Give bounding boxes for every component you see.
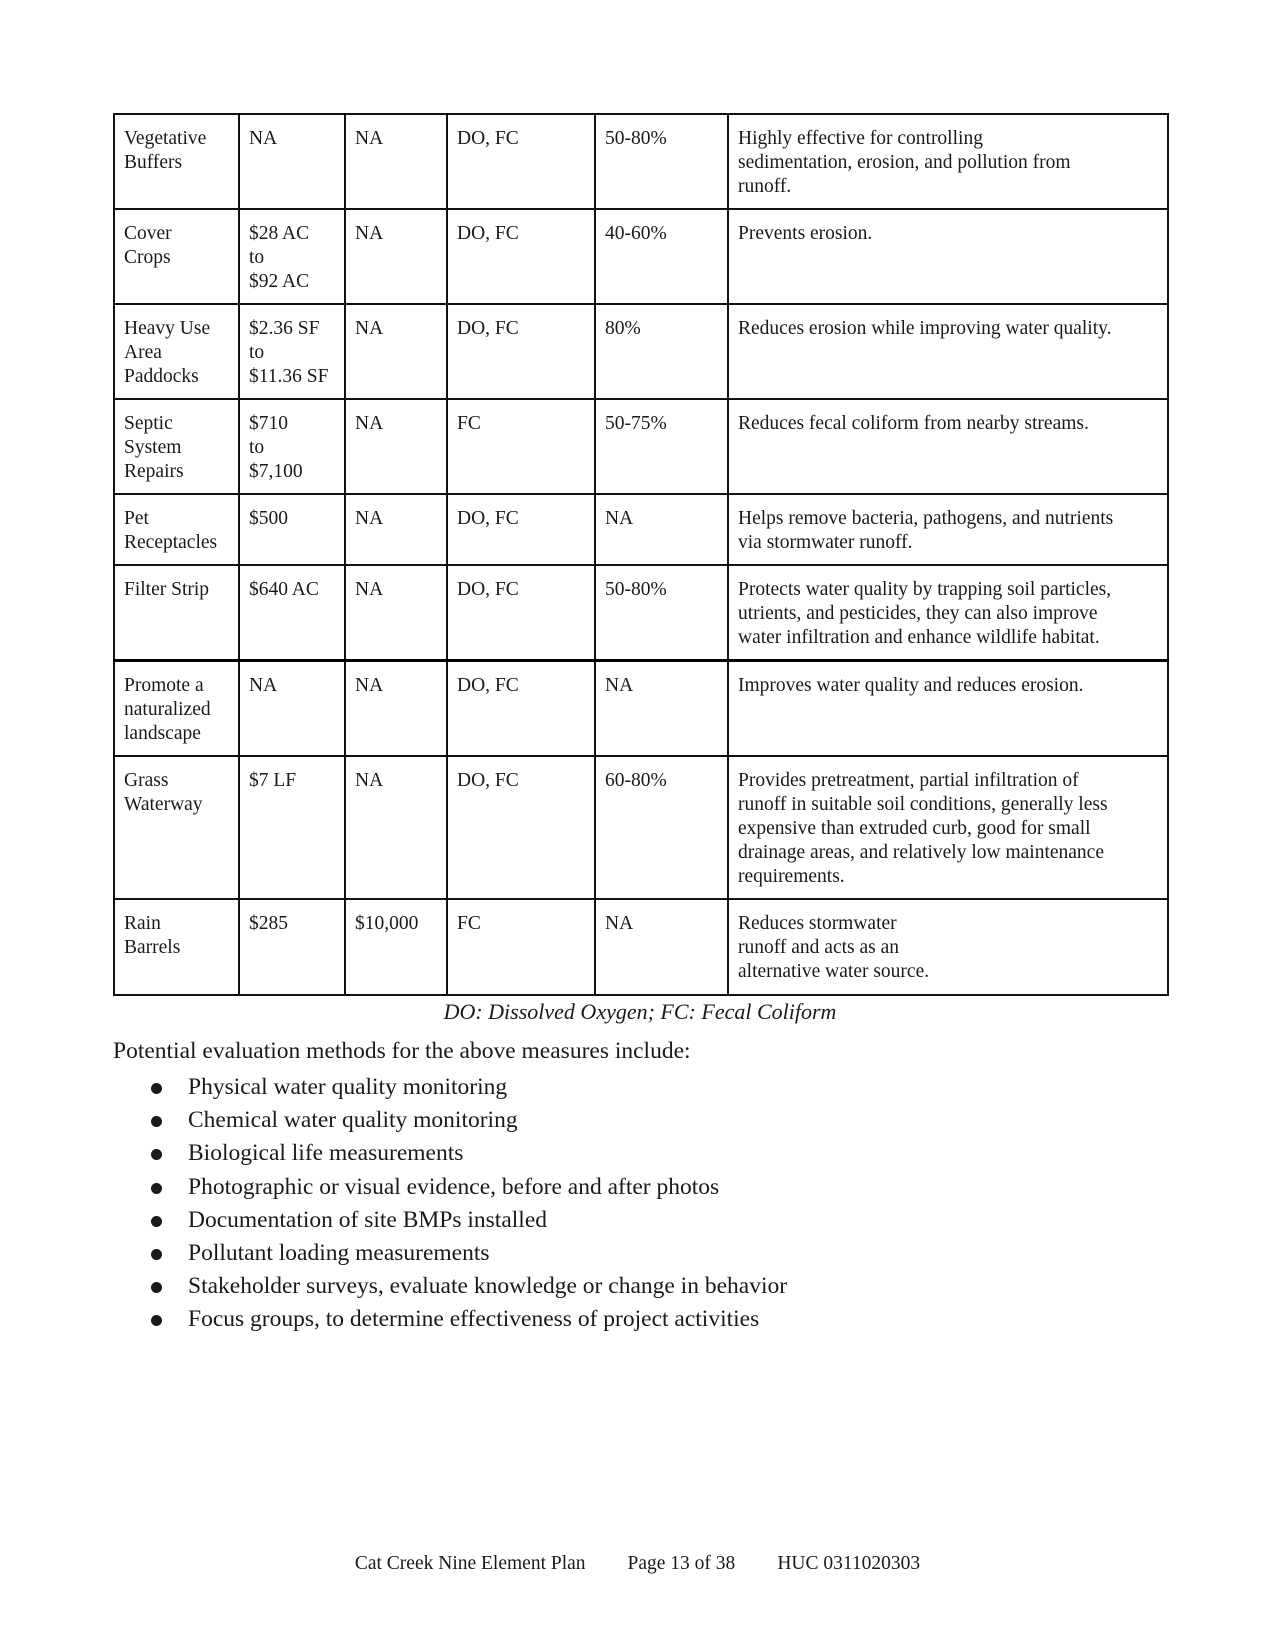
cost-cell-2: NA [345, 756, 447, 899]
cost-cell: NA [239, 114, 345, 209]
bullet-icon [151, 1315, 162, 1326]
pollutant-cell: DO, FC [447, 494, 595, 565]
cost-cell-2: NA [345, 565, 447, 661]
bullet-icon [151, 1183, 162, 1194]
cost-cell: $7 LF [239, 756, 345, 899]
list-item [143, 1237, 787, 1270]
list-item-text: Chemical water quality monitoring [188, 1107, 518, 1134]
bmp-name-cell: Vegetative Buffers [114, 114, 239, 209]
efficiency-cell: 50-75% [595, 399, 728, 494]
table-row [114, 209, 1168, 304]
description-cell: Reduces erosion while improving water quality. [728, 304, 1168, 399]
bmp-name-cell: Grass Waterway [114, 756, 239, 899]
list-item-text: Physical water quality monitoring [188, 1074, 508, 1100]
description-cell: Prevents erosion. [728, 209, 1168, 304]
efficiency-cell: NA [595, 899, 728, 995]
bmp-name-cell: Cover Crops [114, 209, 239, 304]
cost-cell-2: NA [345, 209, 447, 304]
table-row [114, 565, 1168, 661]
bullet-icon [151, 1116, 162, 1127]
footer-page-number: Page 13 of 38 [627, 1553, 736, 1574]
bmp-name-cell: Septic System Repairs [114, 399, 239, 494]
description-cell: Reduces stormwater runoff and acts as an alternative water source. [728, 899, 1168, 995]
list-item [143, 1071, 787, 1104]
description-cell: Helps remove bacteria, pathogens, and nutrients via stormwater runoff. [728, 494, 1168, 565]
description-cell: Reduces fecal coliform from nearby streams. [728, 399, 1168, 494]
description-cell: Provides pretreatment, partial infiltration of runoff in suitable soil conditions, generally less expensive than extruded curb, good for small drainage areas, and relatively low maintenance requirements. [728, 756, 1168, 899]
efficiency-cell: 40-60% [595, 209, 728, 304]
cost-cell: $640 AC [239, 565, 345, 661]
evaluation-intro: Potential evaluation methods for the above measures include: [113, 1038, 691, 1064]
pollutant-cell: DO, FC [447, 661, 595, 757]
table-row [114, 114, 1168, 209]
efficiency-cell: 50-80% [595, 565, 728, 661]
efficiency-cell: NA [595, 494, 728, 565]
pollutant-cell: DO, FC [447, 209, 595, 304]
list-item-text: Documentation of site BMPs installed [188, 1206, 547, 1233]
list-item [143, 1204, 787, 1237]
pollutant-cell: DO, FC [447, 114, 595, 209]
bmp-table [113, 113, 1169, 996]
list-item-text: Biological life measurements [188, 1140, 464, 1167]
efficiency-cell: 80% [595, 304, 728, 399]
cost-cell: $710 to $7,100 [239, 399, 345, 494]
list-item-text: Photographic or visual evidence, before and after photos [188, 1173, 720, 1200]
bullet-icon [151, 1249, 162, 1260]
bullet-icon [151, 1083, 162, 1094]
pollutant-cell: DO, FC [447, 565, 595, 661]
efficiency-cell: NA [595, 661, 728, 757]
list-item-text: Pollutant loading measurements [188, 1239, 490, 1266]
cost-cell: NA [239, 661, 345, 757]
efficiency-cell: 60-80% [595, 756, 728, 899]
description-cell: Protects water quality by trapping soil particles, utrients, and pesticides, they can also improve water infiltration and enhance wildlife habitat. [728, 565, 1168, 661]
table-row [114, 304, 1168, 399]
footer-plan-name: Cat Creek Nine Element Plan [354, 1553, 586, 1574]
pollutant-cell: DO, FC [447, 304, 595, 399]
table-row [114, 661, 1168, 757]
bmp-name-cell: Pet Receptacles [114, 494, 239, 565]
table-row [114, 756, 1168, 899]
pollutant-cell: FC [447, 899, 595, 995]
list-item-text: Focus groups, to determine effectiveness of project activities [188, 1306, 760, 1333]
page-footer [0, 1552, 1275, 1576]
list-item [143, 1137, 787, 1170]
bmp-name-cell: Rain Barrels [114, 899, 239, 995]
bmp-name-cell: Heavy Use Area Paddocks [114, 304, 239, 399]
evaluation-methods-list [143, 1071, 787, 1337]
cost-cell-2: NA [345, 304, 447, 399]
bmp-name-cell: Filter Strip [114, 565, 239, 661]
footer-huc: HUC 0311020303 [777, 1553, 921, 1574]
pollutant-cell: DO, FC [447, 756, 595, 899]
cost-cell: $285 [239, 899, 345, 995]
efficiency-cell: 50-80% [595, 114, 728, 209]
list-item [143, 1104, 787, 1137]
bmp-name-cell: Promote a naturalized landscape [114, 661, 239, 757]
cost-cell: $2.36 SF to $11.36 SF [239, 304, 345, 399]
cost-cell: $500 [239, 494, 345, 565]
cost-cell-2: NA [345, 494, 447, 565]
list-item [143, 1303, 787, 1336]
bullet-icon [151, 1282, 162, 1293]
list-item-text: Stakeholder surveys, evaluate knowledge or change in behavior [188, 1273, 788, 1300]
table-caption: DO: Dissolved Oxygen; FC: Fecal Coliform [443, 999, 837, 1024]
pollutant-cell: FC [447, 399, 595, 494]
description-cell: Highly effective for controlling sedimentation, erosion, and pollution from runoff. [728, 114, 1168, 209]
list-item [143, 1270, 787, 1303]
cost-cell-2: NA [345, 114, 447, 209]
cost-cell-2: NA [345, 661, 447, 757]
table-row [114, 494, 1168, 565]
list-item [143, 1171, 787, 1204]
cost-cell-2: NA [345, 399, 447, 494]
description-cell: Improves water quality and reduces erosion. [728, 661, 1168, 757]
cost-cell: $28 AC to $92 AC [239, 209, 345, 304]
table-row [114, 899, 1168, 995]
cost-cell-2: $10,000 [345, 899, 447, 995]
bullet-icon [151, 1216, 162, 1227]
table-row [114, 399, 1168, 494]
bullet-icon [151, 1149, 162, 1160]
